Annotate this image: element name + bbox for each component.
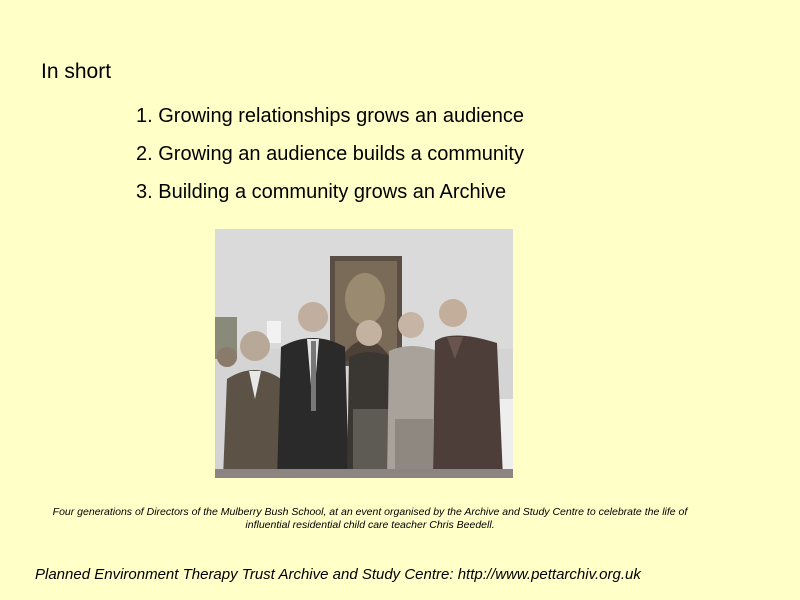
photo-caption: Four generations of Directors of the Mulberry Bush School, at an event organised by the Archive and Study Centre to celebrate the life of influential residential child care teacher Chris Beedell. (52, 506, 688, 531)
footer-text: Planned Environment Therapy Trust Archive and Study Centre: http://www.pettarchiv.org.uk (35, 566, 641, 583)
slide-title: In short (41, 60, 112, 83)
point-3: 3. Building a community grows an Archive (136, 181, 507, 203)
group-photo (215, 229, 513, 478)
key-points-list (136, 103, 524, 217)
point-1: 1. Growing relationships grows an audience (136, 105, 524, 127)
point-2: 2. Growing an audience builds a community (136, 143, 524, 165)
group-photo-image (215, 229, 513, 478)
